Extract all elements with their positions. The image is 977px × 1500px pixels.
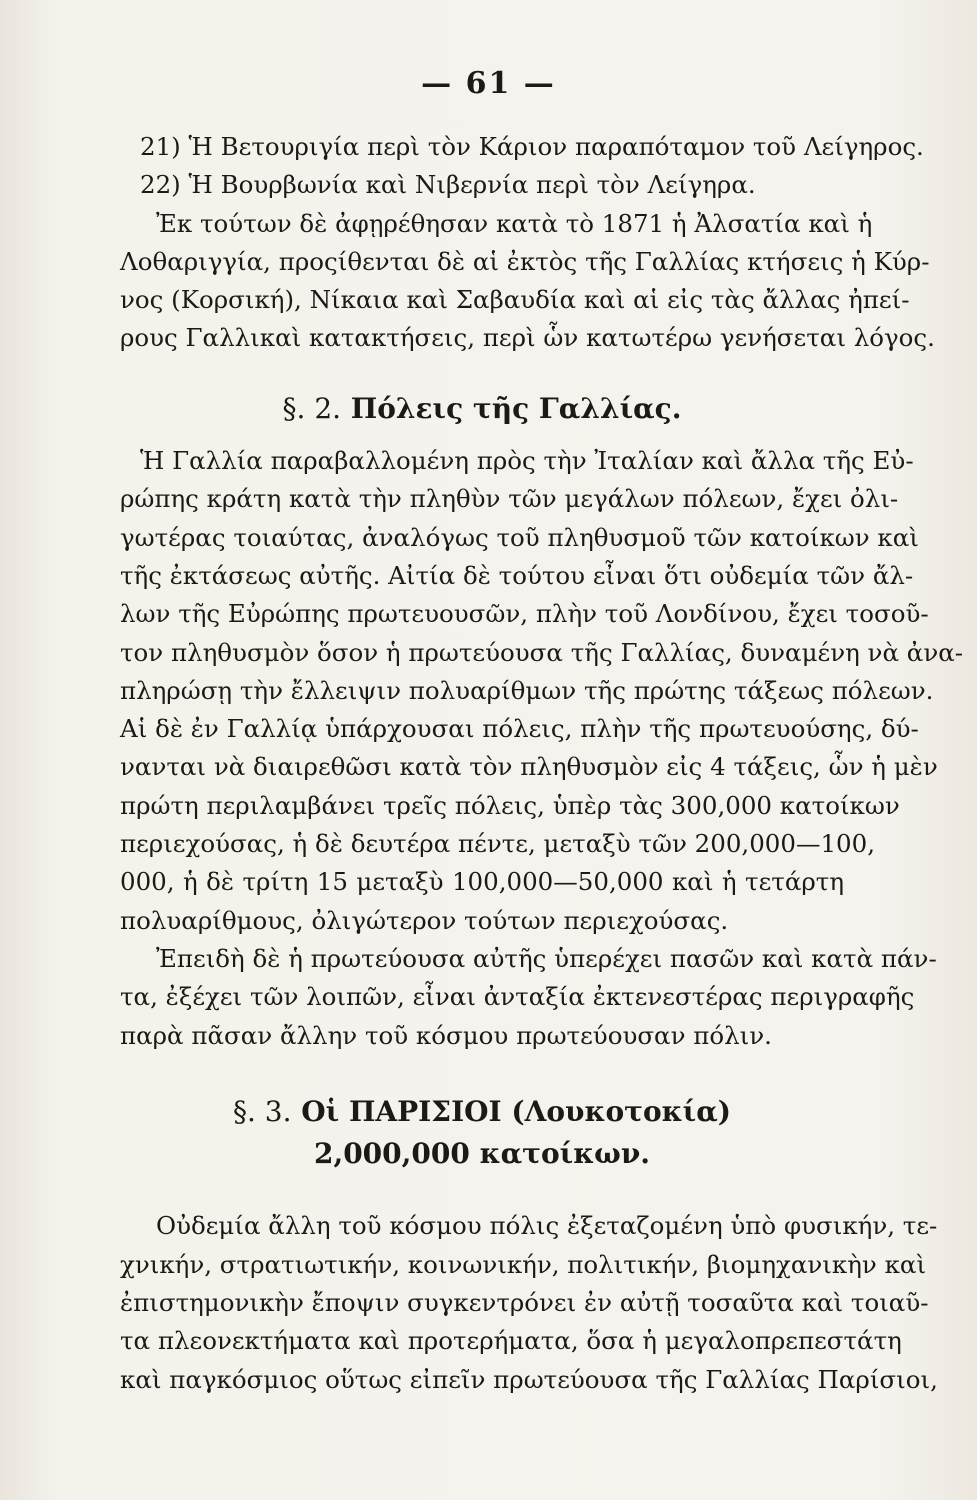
page-text bbox=[120, 128, 964, 1399]
paragraph-line: καὶ παγκόσμιος οὕτως εἰπεῖν πρωτεύουσα τῆς Γαλλίας Παρίσιοι, bbox=[120, 1364, 938, 1394]
paragraph-line: πρώτη περιλαμβάνει τρεῖς πόλεις, ὑπὲρ τὰς 300,000 κατοίκων bbox=[120, 790, 900, 820]
paragraph-line: νος (Κορσική), Νίκαια καὶ Σαβαυδία καὶ αἱ εἰς τὰς ἄλλας ἠπεί- bbox=[120, 285, 910, 315]
paragraph-line: τα, ἐξέχει τῶν λοιπῶν, εἶναι ἀνταξία ἐκτενεστέρας περιγραφῆς bbox=[120, 982, 915, 1012]
section-3-number: §. 3. bbox=[233, 1094, 292, 1128]
paragraph-line: περιεχούσας, ἡ δὲ δευτέρα πέντε, μεταξὺ τῶν 200,000—100, bbox=[120, 829, 876, 859]
paragraph-line: 000, ἡ δὲ τρίτη 15 μεταξὺ 100,000—50,000 καὶ ἡ τετάρτη bbox=[120, 867, 844, 897]
paragraph-line: ἐπιστημονικὴν ἔποψιν συγκεντρόνει ἐν αὐτῇ τοσαῦτα καὶ τοιαῦ- bbox=[120, 1288, 929, 1318]
page-number: — 61 — bbox=[421, 66, 556, 101]
section-3-heading bbox=[120, 1093, 844, 1131]
list-item: 22) Ἡ Βουρβωνία καὶ Νιβερνία περὶ τὸν Λείγηρα. bbox=[140, 170, 756, 200]
section-2-title: Πόλεις τῆς Γαλλίας. bbox=[350, 391, 682, 425]
paragraph-line: γωτέρας τοιαύτας, ἀναλόγως τοῦ πληθυσμοῦ τῶν κατοίκων καὶ bbox=[120, 522, 919, 552]
paragraph-line: πολυαρίθμους, ὀλιγώτερον τούτων περιεχούσας. bbox=[120, 905, 729, 935]
paragraph-line: ρους Γαλλικαὶ κατακτήσεις, περὶ ὧν κατωτέρω γενήσεται λόγος. bbox=[120, 323, 935, 353]
paragraph-line: νανται νὰ διαιρεθῶσι κατὰ τὸν πληθυσμὸν εἰς 4 τάξεις, ὧν ἡ μὲν bbox=[120, 752, 938, 782]
paragraph-line: ρώπης κράτη κατὰ τὴν πληθὺν τῶν μεγάλων πόλεων, ἔχει ὀλι- bbox=[120, 484, 899, 514]
paragraph-line: παρὰ πᾶσαν ἄλλην τοῦ κόσμου πρωτεύουσαν πόλιν. bbox=[120, 1020, 772, 1050]
paragraph-line: Αἱ δὲ ἐν Γαλλίᾳ ὑπάρχουσαι πόλεις, πλὴν τῆς πρωτευούσης, δύ- bbox=[120, 714, 919, 744]
section-3-title: Οἱ ΠΑΡΙΣΙΟΙ (Λουκοτοκία) bbox=[301, 1094, 731, 1128]
paragraph-line: τῆς ἐκτάσεως αὐτῆς. Αἰτία δὲ τούτου εἶναι ὅτι οὐδεμία τῶν ἄλ- bbox=[120, 560, 914, 590]
paragraph-line: Ἐπειδὴ δὲ ἡ πρωτεύουσα αὐτῆς ὑπερέχει πασῶν καὶ κατὰ πάν- bbox=[156, 943, 937, 973]
paragraph-line: πληρώσῃ τὴν ἔλλειψιν πολυαρίθμων τῆς πρώτης τάξεως πόλεων. bbox=[120, 675, 934, 705]
paragraph-line: Ἡ Γαλλία παραβαλλομένη πρὸς τὴν Ἰταλίαν καὶ ἄλλα τῆς Εὐ- bbox=[140, 446, 914, 476]
paragraph-line: τα πλεονεκτήματα καὶ προτερήματα, ὅσα ἡ μεγαλοπρεπεστάτη bbox=[120, 1326, 902, 1356]
list-item: 21) Ἡ Βετουριγία περὶ τὸν Κάριον παραπόταμον τοῦ Λείγηρος. bbox=[140, 132, 924, 161]
paragraph-line: Οὐδεμία ἄλλη τοῦ κόσμου πόλις ἐξεταζομένη ὑπὸ φυσικήν, τε- bbox=[156, 1211, 938, 1241]
paragraph-line: Λοθαριγγία, προςίθενται δὲ αἱ ἐκτὸς τῆς Γαλλίας κτήσεις ἡ Κύρ- bbox=[120, 246, 930, 276]
section-3-subtitle: 2,000,000 κατοίκων. bbox=[313, 1137, 651, 1171]
paragraph-line: χνικήν, στρατιωτικήν, κοινωνικήν, πολιτικήν, βιομηχανικὴν καὶ bbox=[120, 1249, 927, 1279]
section-2-heading bbox=[120, 390, 844, 428]
section-2-number: §. 2. bbox=[282, 391, 342, 425]
paragraph-line: Ἐκ τούτων δὲ ἀφῃρέθησαν κατὰ τὸ 1871 ἡ Ἀλσατία καὶ ἡ bbox=[156, 208, 873, 238]
paragraph-line: τον πληθυσμὸν ὅσον ἡ πρωτεύουσα τῆς Γαλλίας, δυναμένη νὰ ἀνα- bbox=[120, 637, 964, 667]
paragraph-line: λων τῆς Εὐρώπης πρωτευουσῶν, πλὴν τοῦ Λονδίνου, ἔχει τοσοῦ- bbox=[120, 599, 929, 629]
